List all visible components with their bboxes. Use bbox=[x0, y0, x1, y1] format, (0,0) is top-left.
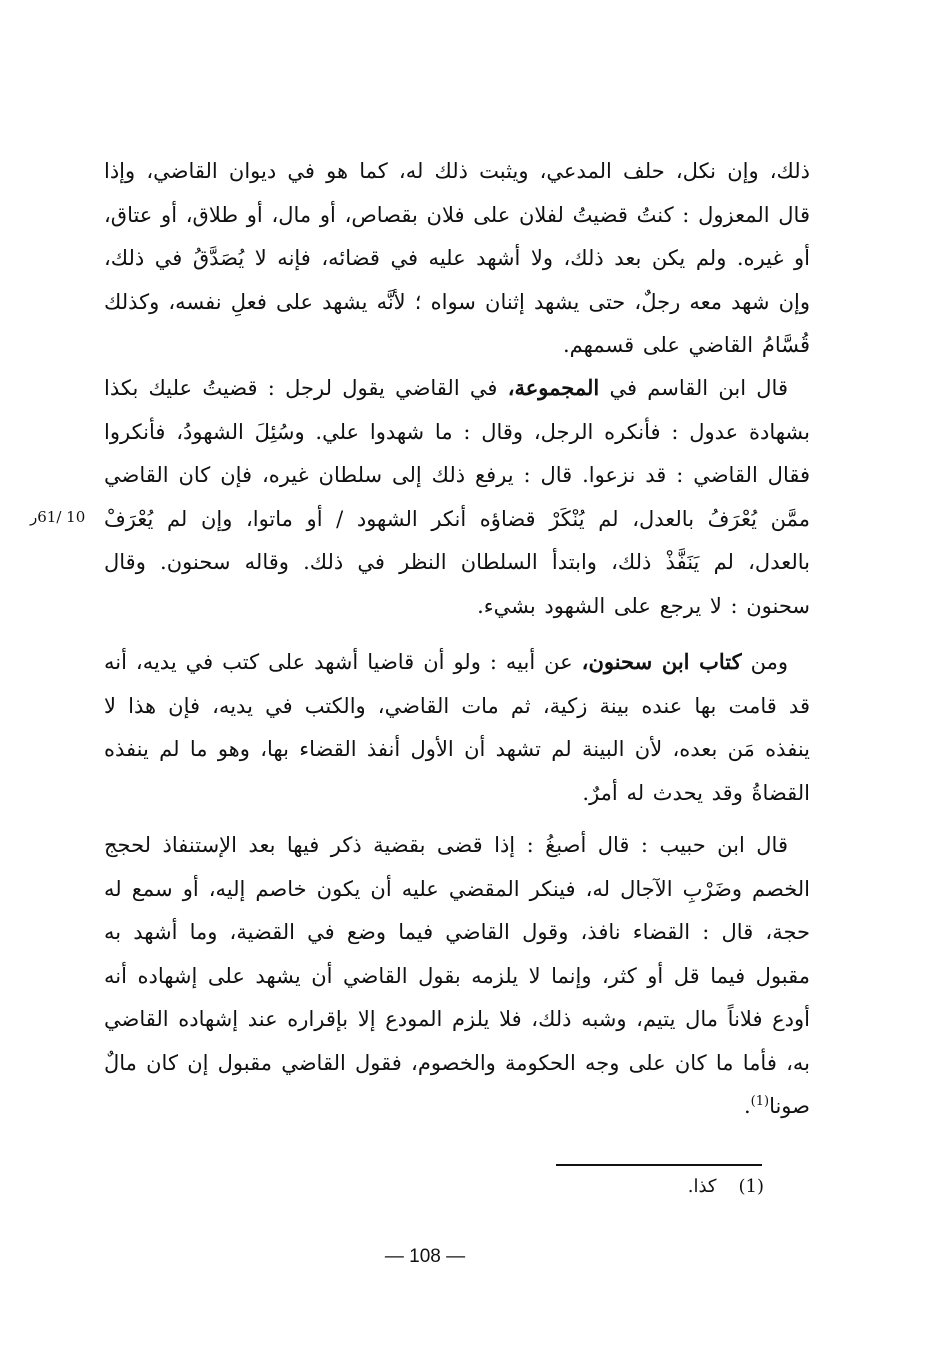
paragraph-4 bbox=[104, 824, 810, 1129]
footnote-text: كذا. bbox=[687, 1176, 717, 1197]
paragraph-2-text: في القاضي يقول لرجل : قضيتُ عليك بكذا بشهادة عدول : فأنكره الرجل، وقال : ما شهدوا علي. وسُئِلَ الشهودُ، فأنكروا فقال القاضي : قد نزعوا. قال : يرفع ذلك إلى سلطان غيره، فإن كان القاضي ممَّن يُعْرَفُ بالعدل، لم يُنْكَرْ قضاؤه أنكر الشهود / أو ماتوا، وإن لم يُعْرَفْ بالعدل، لم يَنَفَّذْ ذلك، وابتدأ السلطان النظر في ذلك. وقاله سحنون. وقال سحنون : لا يرجع على الشهود بشيء. bbox=[104, 376, 810, 618]
paragraph-4-tail: . bbox=[743, 1094, 751, 1118]
paragraph-3-body bbox=[104, 640, 810, 815]
paragraph-3-lead: ومن bbox=[750, 650, 789, 674]
footnote-number: (1) bbox=[738, 1176, 764, 1197]
paragraph-4-text: قال ابن حبيب : قال أصبغُ : إذا قضى بقضية ذكر فيها بعد الإستنفاذ لحجج الخصم وضَرْبِ الآجال له، فينكر المقضي عليه أن يكون خاصم إليه، أو سمع له حجة، قال : القضاء نافذ، وقول القاضي فيما وضع في القضية، وما أشهد به مقبول فيما قل أو كثر، وإنما لا يلزمه بقول القاضي أن يشهد على إشهاده أنه أودع فلاناً مال يتيم، وشبه ذلك، فلا يلزم المودع إلا بإقراره عند إشهاده القاضي به، فأما ما كان على وجه الحكومة والخصوم، فقول القاضي مقبول إن كان مالٌ صونا bbox=[104, 833, 810, 1118]
paragraph-2-body bbox=[104, 366, 810, 628]
paragraph-1 bbox=[104, 150, 810, 368]
paragraph-2-lead: قال ابن القاسم في bbox=[609, 376, 788, 400]
paragraph-4-body bbox=[104, 824, 810, 1129]
footnote-separator bbox=[556, 1164, 762, 1166]
footnote-reference: (1) bbox=[750, 1094, 770, 1109]
paragraph-2 bbox=[104, 366, 810, 628]
paragraph-3 bbox=[104, 640, 810, 815]
paragraph-1-text: ذلك، وإن نكل، حلف المدعي، ويثبت ذلك له، كما هو في ديوان القاضي، وإذا قال المعزول : كنتُ قضيتُ لفلان على فلان بقصاص، أو مال، أو طلاق، أو عتاق، أو غيره. ولم يكن بعد ذلك، ولا أشهد عليه في قضائه، فإنه لا يُصَدَّقُ في ذلك، وإن شهد معه رجلٌ، حتى يشهد إثنان سواه ؛ لأنَّه يشهد على فعلِ نفسه، وكذلك قُسَّامُ القاضي على قسمهم. bbox=[104, 159, 810, 357]
margin-folio-note: 10 /61ر bbox=[30, 508, 86, 526]
paragraph-3-source-title: كتاب ابن سحنون، bbox=[581, 649, 742, 674]
footnote bbox=[688, 1176, 764, 1197]
paragraph-2-source-title: المجموعة، bbox=[507, 375, 600, 400]
paragraph-3-text: عن أبيه : ولو أن قاضيا أشهد على كتب في يديه، أنه قد قامت بها عنده بينة زكية، ثم مات القاضي، والكتب في يديه، فإن هذا لا ينفذه مَن بعده، لأن البينة لم تشهد أن الأول أنفذ القضاء بها، وهو ما لم ينفذه القضاةُ وقد يحدث له أمرٌ. bbox=[104, 650, 810, 805]
page-number: — 108 — bbox=[384, 1246, 466, 1267]
